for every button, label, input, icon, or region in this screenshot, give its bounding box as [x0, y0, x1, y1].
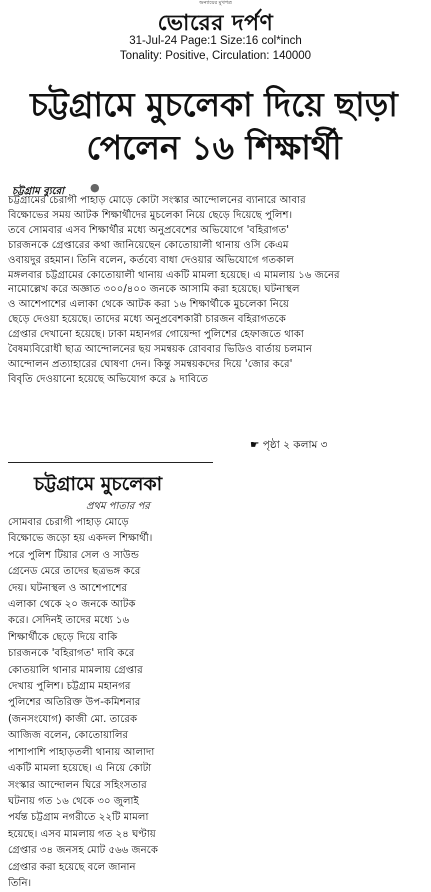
column-line: একটি মামলা হয়েছে। এ নিয়ে কোটা — [8, 763, 152, 775]
column-line: আজিজ বলেন, কোতোয়ালির — [8, 730, 129, 742]
column-line: দেয়। ঘটনাস্থল ও আশেপাশের — [8, 582, 128, 594]
column-line: ঘটনায় গত ১৬ থেকে ৩০ জুলাই — [8, 795, 139, 807]
pointer-hand-icon: ☛ — [250, 439, 260, 451]
clipping-meta-tonality-circulation: Tonality: Positive, Circulation: 140000 — [119, 50, 312, 62]
top-article-body — [8, 194, 420, 388]
column-line: কোতয়ালি থানার মামলায় গ্রেপ্তার — [8, 664, 143, 676]
headline-line-1: চট্টগ্রামে মুচলেকা দিয়ে ছাড়া — [30, 85, 398, 124]
byline: চট্টগ্রাম ব্যুরো — [12, 186, 65, 197]
column-line: তিনি। — [8, 877, 32, 889]
article-line: আন্দোলন প্রত্যাহারের ঘোষণা দেন। কিন্তু সমন্বয়কদের দিয়ে 'জোর করে' — [8, 358, 293, 370]
article-line: গ্রেপ্তার দেখানো হয়েছে। ঢাকা মহানগর গোয়েন্দা পুলিশের হেফাজতে থাকা — [8, 329, 304, 341]
column-line: পুলিশের অতিরিক্ত উপ-কমিশনার — [8, 697, 141, 709]
article-line: নামোল্লেখ করে অজ্ঞাত ৩০০/৪০০ জনকে আসামি করা হয়েছে। ঘটনাস্থল — [8, 284, 300, 296]
article-line: তবে সোমবার এসব শিক্ষার্থীর মধ্যে অনুপ্রবেশের অভিযোগে 'বহিরাগত' — [8, 224, 290, 236]
column-line: গ্রেনেড মেরে তাদের ছত্রভঙ্গ করে — [8, 566, 141, 578]
column-line: হয়েছে। এসব মামলায় গত ২৪ ঘণ্টায় — [8, 828, 156, 840]
column-line: সোমবার চেরাগী পাহাড় মোড়ে — [8, 517, 129, 528]
column-line: (জনসংযোগ) কাজী মো. তারেক — [8, 713, 138, 725]
section2-subtitle: প্রথম পাতার পর — [86, 501, 150, 512]
article-line: বৈষম্যবিরোধী ছাত্র আন্দোলনের ছয় সমন্বয়ক রোববার ভিডিও বার্তায় চলমান — [8, 344, 312, 356]
article-line: মঙ্গলবার চট্টগ্রামের কোতোয়ালী থানায় একটি মামলা হয়েছে। এ মামলায় ১৬ জনের — [8, 269, 340, 281]
column-line: দেখায় পুলিশ। চট্টগ্রাম মহানগর — [8, 681, 131, 693]
column-line: চারজনকে 'বহিরাগত' দাবি করে — [8, 648, 135, 660]
column-line: পর্যন্ত চট্টগ্রাম নগরীতে ২২টি মামলা — [8, 812, 149, 824]
article-line: চট্টগ্রামের চেরাগী পাহাড় মোড়ে কোটা সংস্কার আন্দোলনের ব্যানারে আবার — [8, 195, 306, 206]
article-line: ছেড়ে দেওয়া হয়েছে। তাদের মধ্যে অনুপ্রবেশকারী চারজন বহিরাগতকে — [8, 314, 286, 326]
column-line: পাশাপাশি পাহাড়তলী থানায় আলাদা — [8, 746, 155, 758]
column-line: শিক্ষার্থীকে ছেড়ে দিয়ে বাকি — [8, 631, 118, 643]
column-line: সংস্কার আন্দোলন ঘিরে সহিংসতার — [8, 779, 147, 791]
column-line: পরে পুলিশ টিয়ার সেল ও সাউন্ড — [8, 549, 139, 561]
article-line: ওবায়দুর রহমান। তিনি বলেন, কর্তব্যে বাধা দেওয়ার অভিযোগে গতকাল — [8, 254, 294, 266]
continuation-note — [250, 438, 328, 455]
clipping-meta-date-page-size: 31-Jul-24 Page:1 Size:16 col*inch — [129, 35, 302, 47]
article-line: চারজনকে গ্রেপ্তারের কথা জানিয়েছেন কোতোয়ালী থানায় ওসি কেএম — [8, 239, 289, 251]
article-line: ও আশেপাশের এলাকা থেকে আটক করা ১৬ শিক্ষার্থীকে মুচলেকা নিয়ে — [8, 299, 289, 311]
section2-body — [8, 515, 213, 892]
article-line: বিক্ষোভের সময় আটক শিক্ষার্থীদের মুচলেকা নিয়ে ছেড়ে দিয়েছে পুলিশ। — [8, 209, 293, 221]
column-line: করে। সেদিনই তাদের মধ্যে ১৬ — [8, 615, 130, 627]
article-line: বিবৃতি দেওয়ানো হয়েছে অভিযোগ করে ৯ দাবিতে — [8, 373, 209, 385]
section2-title: চট্টগ্রামে মুচলেকা — [34, 473, 163, 495]
headline-line-2: পেলেন ১৬ শিক্ষার্থী — [86, 128, 342, 167]
byline-bullet-icon: ● — [90, 181, 100, 194]
newspaper-name: ভোরের দর্পণ — [157, 10, 274, 36]
continuation-text: পৃষ্ঠা ২ কলাম ৩ — [262, 439, 328, 451]
column-line: এলাকা থেকে ২০ জনকে আটক — [8, 599, 136, 611]
column-line: বিক্ষোভে জড়ো হয় একদল শিক্ষার্থী। — [8, 533, 153, 545]
column-line: গ্রেপ্তার ৩৪ জনসহ মোট ৫৬৬ জনকে — [8, 845, 158, 857]
masthead-tagline: অন্যায়ের মুখপত্র — [199, 0, 232, 6]
column-line: গ্রেপ্তার করা হয়েছে বলে জানান — [8, 861, 136, 873]
column-divider-rule — [8, 462, 213, 463]
